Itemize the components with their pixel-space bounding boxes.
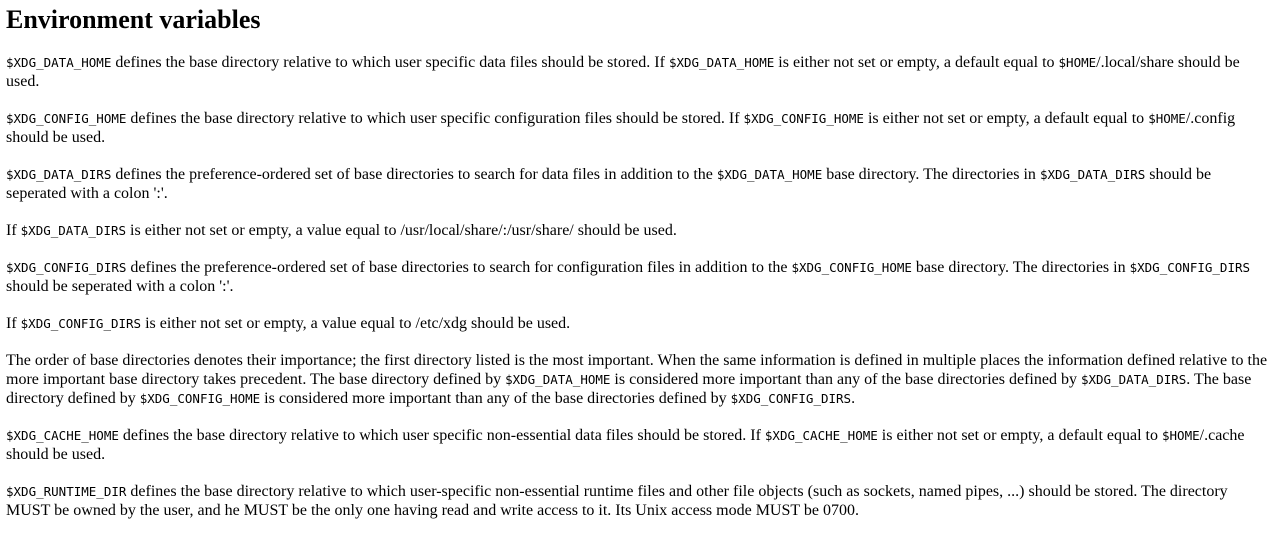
env-variable-code: $XDG_CACHE_HOME [764,428,878,443]
paragraph-text: is either not set or empty, a value equal to /etc/xdg should be used. [141,315,571,332]
env-variable-code: $XDG_CONFIG_DIRS [1129,260,1251,275]
paragraph [6,109,1274,147]
paragraph-text: defines the preference-ordered set of base directories to search for data files in addition to the [111,166,717,183]
env-variable-code: $HOME [1058,55,1097,70]
env-variable-code: $XDG_CACHE_HOME [6,428,119,443]
paragraph-text: If [6,315,21,332]
env-variable-code: $XDG_DATA_HOME [716,167,823,182]
paragraph-text: defines the preference-ordered set of base directories to search for configuration files in addition to the [126,259,792,276]
paragraph-text: The order of base directories denotes their importance; the first directory listed is the most important. When the same information is defined in multiple places the information defined relative to the more important base directory takes precedent. The base directory defined by [6,352,1268,388]
paragraph-text: If [6,222,21,239]
paragraph [6,482,1274,520]
paragraph-text: . [851,390,856,407]
env-variable-code: $XDG_DATA_DIRS [1039,167,1146,182]
paragraph-text: is considered more important than any of the base directories defined by [610,371,1081,388]
section-heading: Environment variables [6,5,261,34]
paragraph-text: is considered more important than any of the base directories defined by [260,390,731,407]
env-variable-code: $XDG_CONFIG_HOME [6,111,127,126]
paragraph-text: /.config should be used. [6,110,1236,146]
paragraph [6,258,1274,296]
paragraph [6,53,1274,91]
paragraph-text: /.local/share should be used. [6,54,1240,90]
paragraph-text: defines the base directory relative to which user-specific non-essential runtime files and other file objects (such as sockets, named pipes, ...) should be stored. The directory MUST be owned by the user, and he MUST be the only one having read and write access to it. Its Unix access mode MUST be 0700. [6,483,1228,519]
paragraph-text: should be seperated with a colon ':'. [6,166,1212,202]
paragraph-text: defines the base directory relative to which user specific configuration files should be stored. If [126,110,744,127]
paragraph-text: is either not set or empty, a default equal to [877,427,1162,444]
paragraph-text: . The base directory defined by [6,371,1252,407]
env-variable-code: $XDG_CONFIG_HOME [791,260,912,275]
env-variable-code: $XDG_CONFIG_HOME [139,391,261,406]
env-variable-code: $XDG_CONFIG_DIRS [730,391,852,406]
paragraph-text: defines the base directory relative to which user specific data files should be stored. If [111,54,669,71]
env-variable-code: $XDG_DATA_HOME [668,55,775,70]
env-variable-code: $XDG_DATA_DIRS [20,223,127,238]
paragraph [6,165,1274,203]
paragraph-text: /.cache should be used. [6,427,1245,463]
env-variable-code: $XDG_DATA_HOME [6,55,112,70]
env-variable-code: $XDG_RUNTIME_DIR [6,484,127,499]
paragraph [6,221,1274,240]
paragraph [6,351,1274,408]
env-variable-code: $XDG_CONFIG_DIRS [6,260,127,275]
paragraph-text: should be seperated with a colon ':'. [6,278,234,295]
paragraph-list [6,53,1274,520]
env-variable-code: $XDG_DATA_DIRS [6,167,112,182]
paragraph-text: base directory. The directories in [911,259,1130,276]
env-variable-code: $XDG_CONFIG_DIRS [20,316,142,331]
paragraph [6,314,1274,333]
paragraph [6,426,1274,464]
paragraph-text: is either not set or empty, a default equal to [774,54,1059,71]
env-variable-code: $XDG_DATA_HOME [505,372,611,387]
paragraph-text: base directory. The directories in [822,166,1040,183]
paragraph-text: is either not set or empty, a default equal to [863,110,1149,127]
env-variable-code: $XDG_DATA_DIRS [1080,372,1187,387]
env-variable-code: $HOME [1162,428,1200,443]
paragraph-text: is either not set or empty, a value equal to /usr/local/share/:/usr/share/ should be used. [126,222,677,239]
env-variable-code: $HOME [1148,111,1186,126]
paragraph-text: defines the base directory relative to which user specific non-essential data files should be stored. If [118,427,765,444]
env-variable-code: $XDG_CONFIG_HOME [743,111,864,126]
